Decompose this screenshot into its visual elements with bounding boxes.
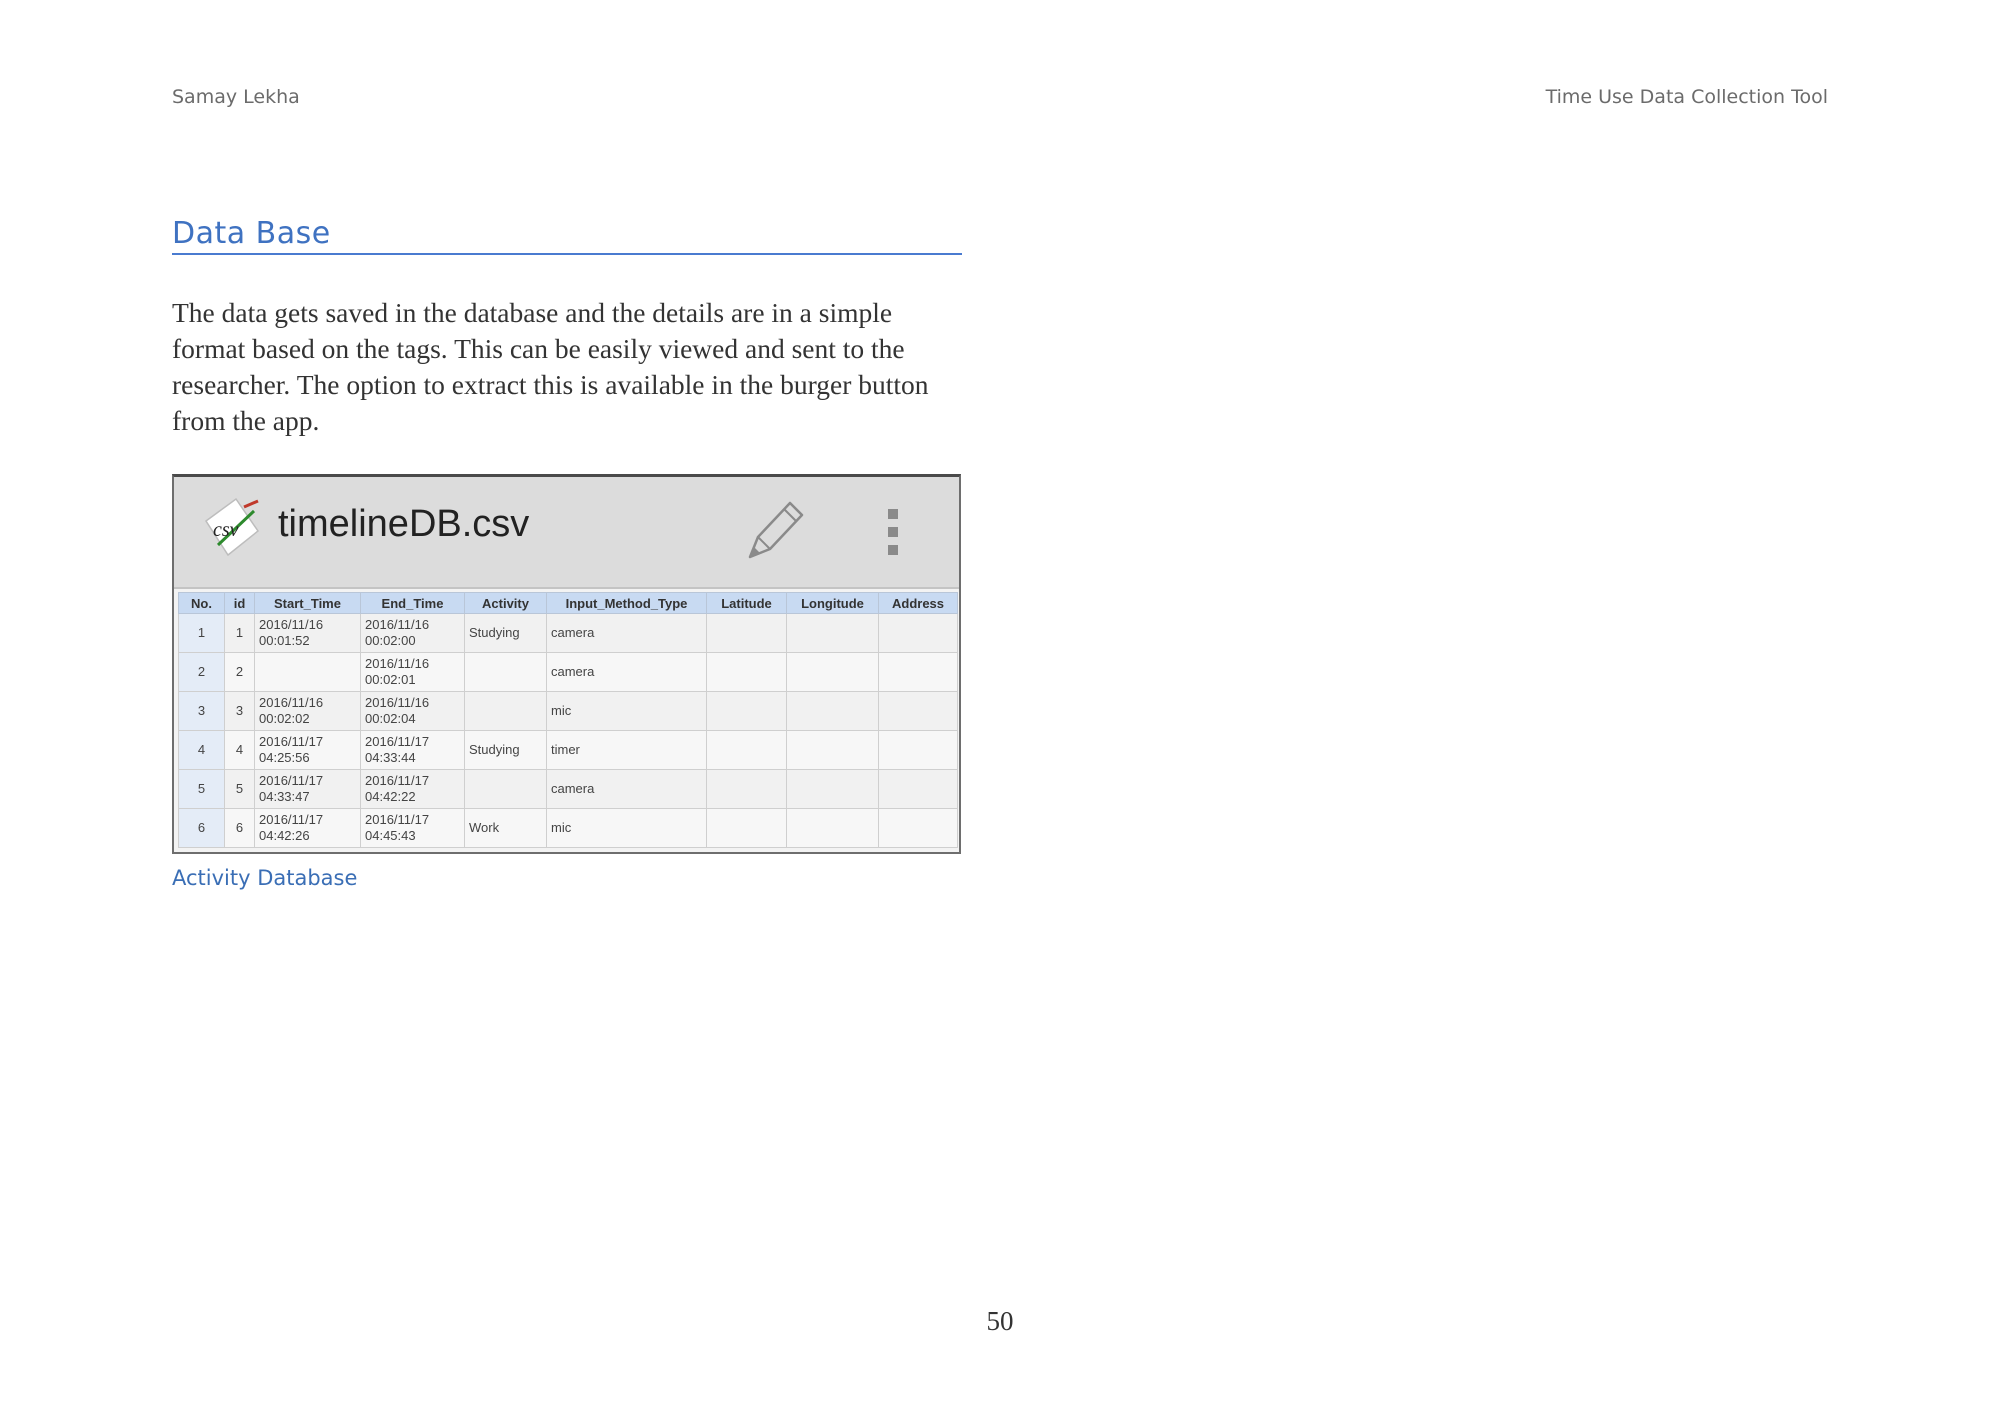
cell-id: 5 <box>225 770 255 809</box>
table-row <box>179 692 958 731</box>
cell-input-method: camera <box>547 770 707 809</box>
page-number: 50 <box>986 1306 1014 1336</box>
table-row <box>179 770 958 809</box>
cell-longitude <box>787 731 879 770</box>
column-header: Activity <box>465 593 547 614</box>
cell-no: 2 <box>179 653 225 692</box>
cell-longitude <box>787 692 879 731</box>
more-vert-icon[interactable] <box>886 507 900 557</box>
cell-latitude <box>707 809 787 848</box>
column-header: id <box>225 593 255 614</box>
pencil-icon[interactable] <box>740 495 810 567</box>
cell-id: 1 <box>225 614 255 653</box>
cell-address <box>879 614 958 653</box>
cell-start-time: 2016/11/16 00:01:52 <box>255 614 361 653</box>
cell-longitude <box>787 770 879 809</box>
cell-end-time: 2016/11/16 00:02:01 <box>361 653 465 692</box>
csv-icon-label: csv <box>213 519 239 541</box>
running-header-left: Samay Lekha <box>172 86 300 108</box>
table-row <box>179 809 958 848</box>
column-header: No. <box>179 593 225 614</box>
cell-latitude <box>707 731 787 770</box>
table-row <box>179 614 958 653</box>
cell-start-time: 2016/11/16 00:02:02 <box>255 692 361 731</box>
cell-start-time <box>255 653 361 692</box>
cell-input-method: mic <box>547 809 707 848</box>
cell-no: 1 <box>179 614 225 653</box>
cell-id: 4 <box>225 731 255 770</box>
column-header: Start_Time <box>255 593 361 614</box>
cell-latitude <box>707 692 787 731</box>
csv-viewer-toolbar <box>174 477 959 589</box>
cell-input-method: timer <box>547 731 707 770</box>
cell-no: 3 <box>179 692 225 731</box>
cell-activity: Studying <box>465 614 547 653</box>
cell-end-time: 2016/11/17 04:42:22 <box>361 770 465 809</box>
cell-input-method: camera <box>547 653 707 692</box>
table-header-row <box>179 593 958 614</box>
cell-activity <box>465 653 547 692</box>
cell-end-time: 2016/11/16 00:02:04 <box>361 692 465 731</box>
cell-start-time: 2016/11/17 04:25:56 <box>255 731 361 770</box>
cell-input-method: camera <box>547 614 707 653</box>
body-paragraph: The data gets saved in the database and the details are in a simple format based on the tags. This can be easily viewed and sent to the researcher. The option to extract this is available in the burger button from the app. <box>172 297 929 436</box>
cell-activity <box>465 692 547 731</box>
cell-address <box>879 809 958 848</box>
section-title: Data Base <box>172 216 962 255</box>
cell-end-time: 2016/11/16 00:02:00 <box>361 614 465 653</box>
cell-address <box>879 731 958 770</box>
cell-latitude <box>707 770 787 809</box>
cell-id: 2 <box>225 653 255 692</box>
csv-viewer-screenshot <box>172 474 961 854</box>
cell-no: 6 <box>179 809 225 848</box>
csv-file-icon <box>196 493 266 563</box>
cell-activity: Work <box>465 809 547 848</box>
cell-address <box>879 770 958 809</box>
data-table <box>178 592 958 848</box>
running-header-right: Time Use Data Collection Tool <box>1545 86 1828 108</box>
cell-address <box>879 692 958 731</box>
cell-activity <box>465 770 547 809</box>
file-title: timelineDB.csv <box>278 503 530 545</box>
cell-id: 6 <box>225 809 255 848</box>
cell-latitude <box>707 614 787 653</box>
cell-id: 3 <box>225 692 255 731</box>
cell-longitude <box>787 653 879 692</box>
column-header: Latitude <box>707 593 787 614</box>
cell-start-time: 2016/11/17 04:33:47 <box>255 770 361 809</box>
table-row <box>179 731 958 770</box>
figure-caption: Activity Database <box>172 866 358 890</box>
column-header: Address <box>879 593 958 614</box>
column-header: Longitude <box>787 593 879 614</box>
cell-address <box>879 653 958 692</box>
cell-longitude <box>787 809 879 848</box>
cell-longitude <box>787 614 879 653</box>
cell-latitude <box>707 653 787 692</box>
cell-no: 5 <box>179 770 225 809</box>
column-header: Input_Method_Type <box>547 593 707 614</box>
cell-start-time: 2016/11/17 04:42:26 <box>255 809 361 848</box>
cell-no: 4 <box>179 731 225 770</box>
cell-end-time: 2016/11/17 04:45:43 <box>361 809 465 848</box>
table-row <box>179 653 958 692</box>
cell-input-method: mic <box>547 692 707 731</box>
column-header: End_Time <box>361 593 465 614</box>
cell-end-time: 2016/11/17 04:33:44 <box>361 731 465 770</box>
cell-activity: Studying <box>465 731 547 770</box>
